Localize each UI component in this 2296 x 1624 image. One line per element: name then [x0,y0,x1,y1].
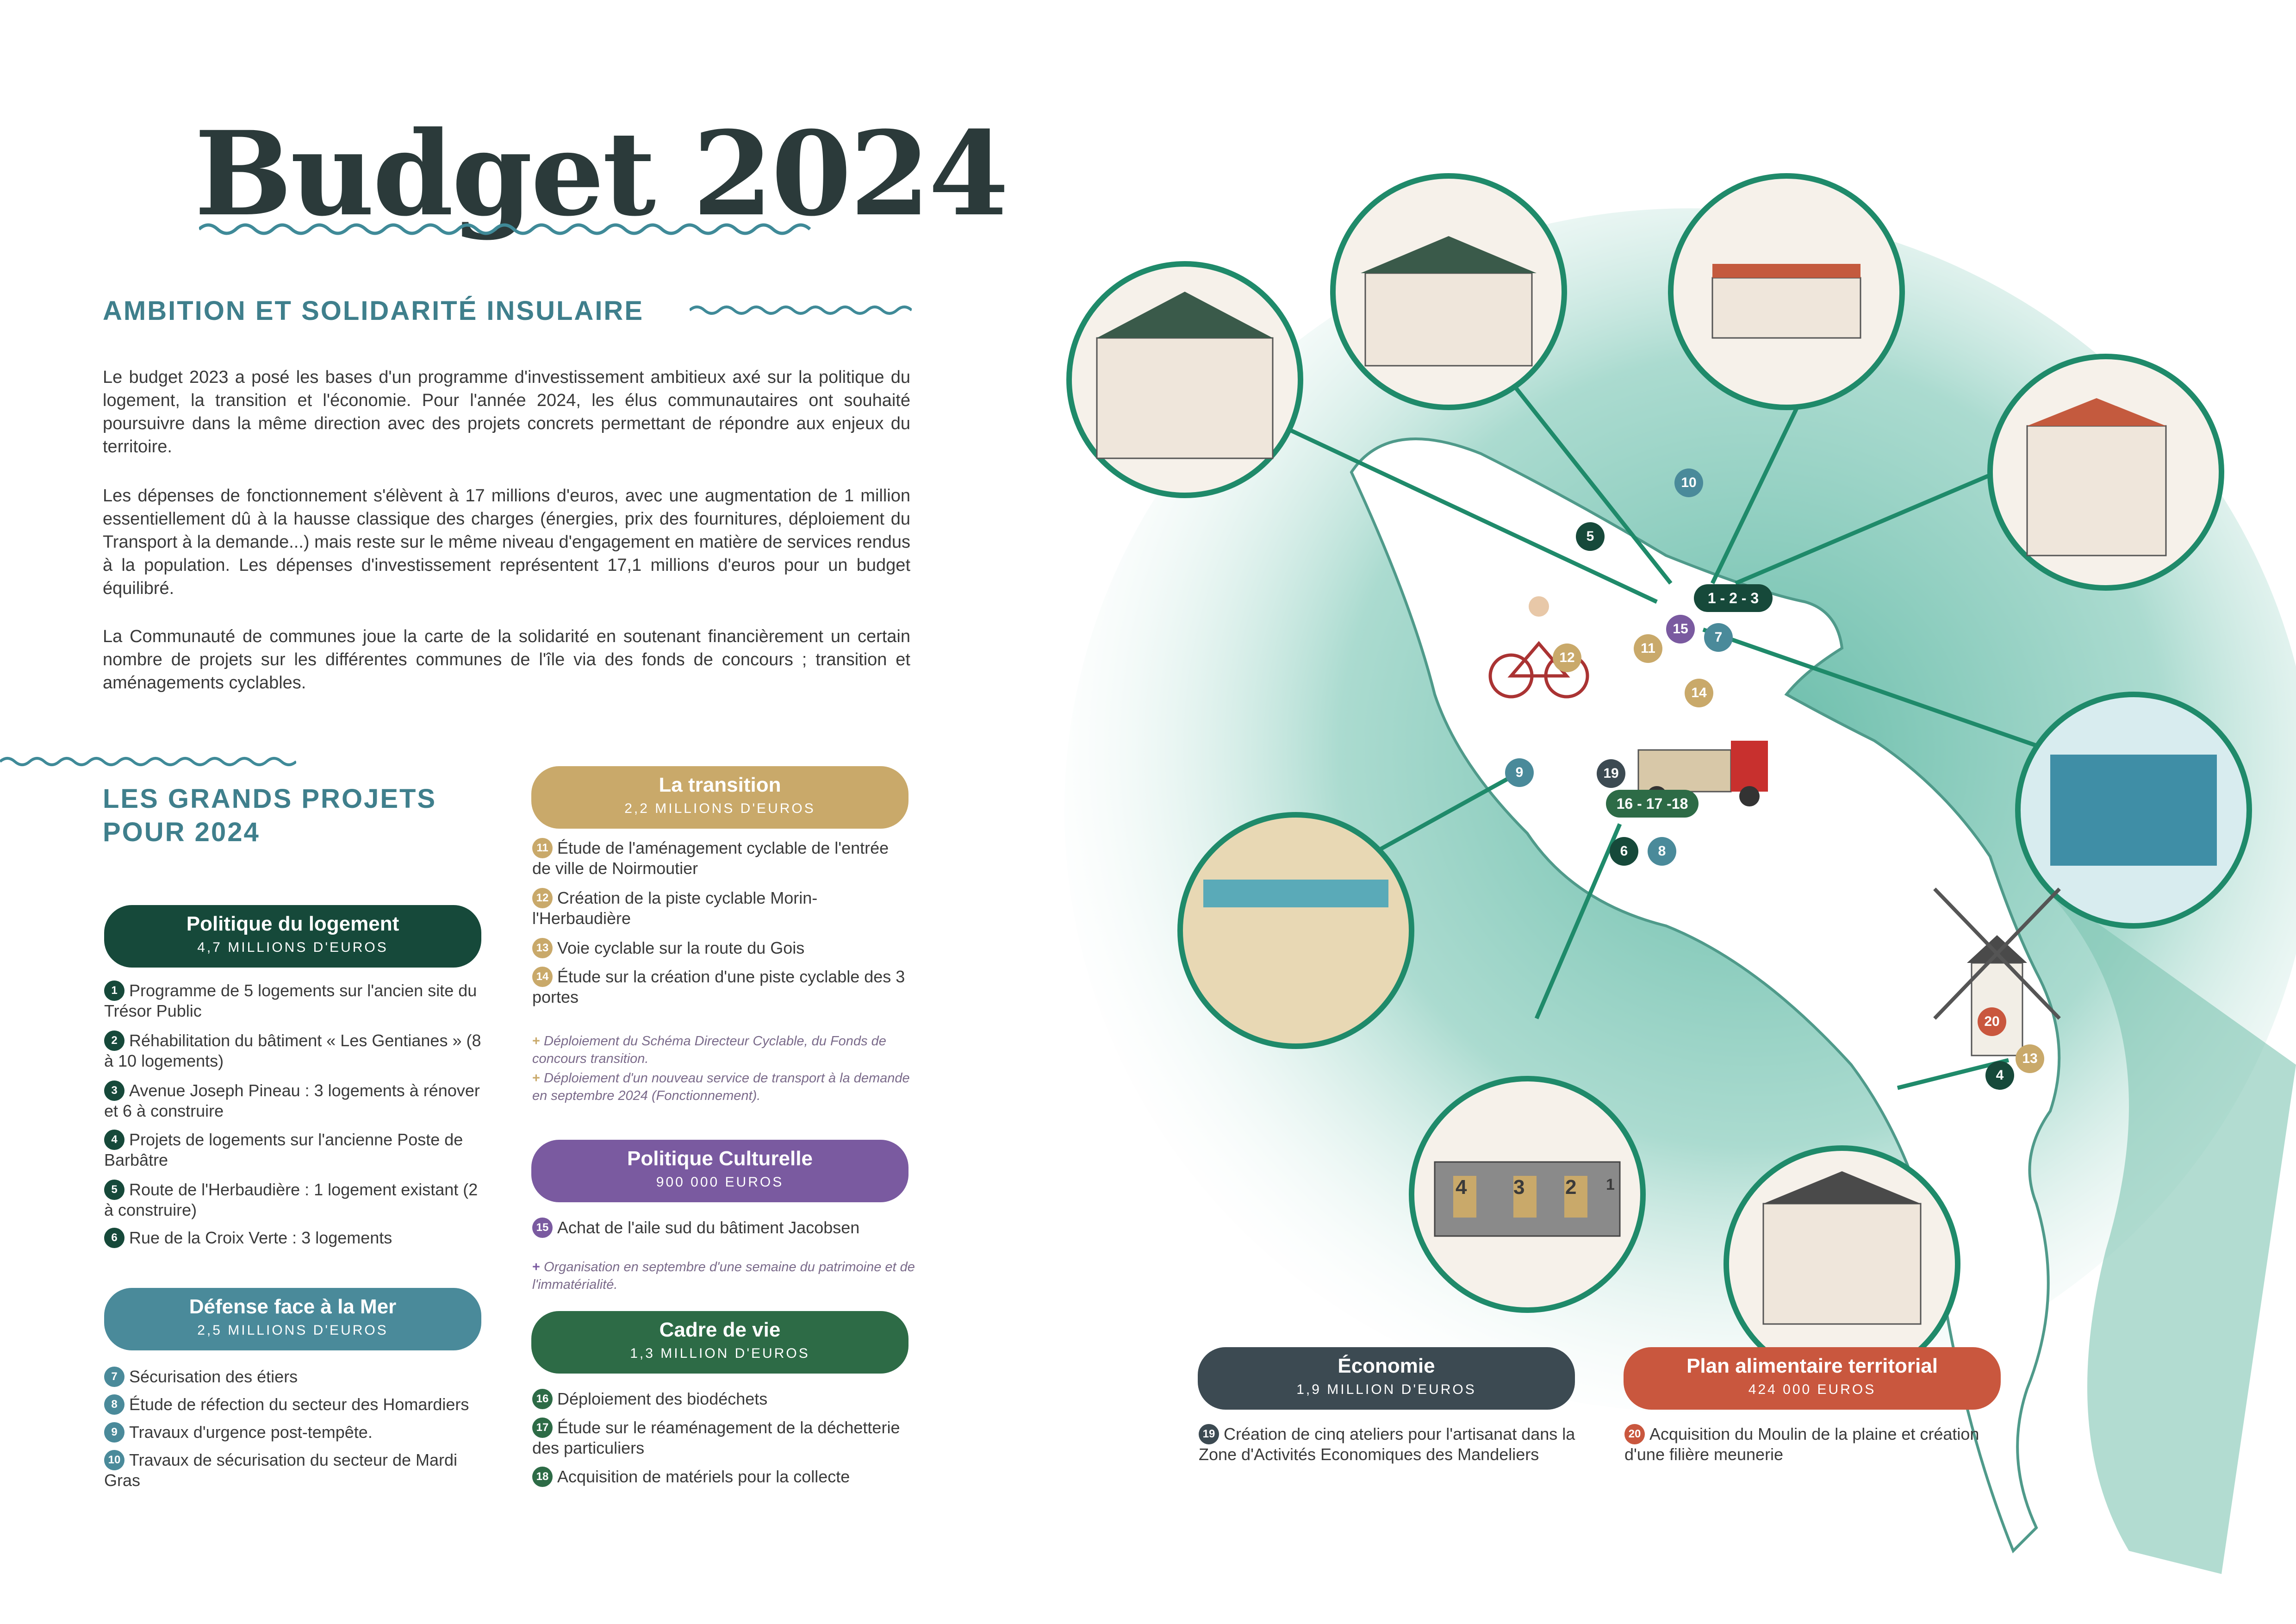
item-text: Création de cinq ateliers pour l'artisanat dans la Zone d'Activités Economiques des Mandeliers [1199,1424,1575,1464]
item-text: Acquisition du Moulin de la plaine et création d'une filière meunerie [1624,1424,1979,1464]
list-item [532,938,912,958]
number-badge: 15 [532,1218,553,1238]
category-amount: 2,5 MILLIONS D'EUROS [197,1323,388,1338]
transition-note-1: + Déploiement du Schéma Directeur Cyclable, du Fonds de concours transition. [532,1034,886,1066]
heading-wave-decoration [690,301,912,319]
item-text: Étude sur le réaménagement de la déchetterie des particuliers [532,1418,900,1457]
section-heading: AMBITION ET SOLIDARITÉ INSULAIRE [103,296,644,326]
map-marker-1-2-3[interactable]: 1 - 2 - 3 [1694,584,1773,612]
category-amount: 900 000 EUROS [656,1174,784,1190]
number-badge: 8 [104,1394,124,1415]
number-badge: 12 [532,888,553,908]
list-item [104,1031,484,1071]
title-wave-decoration [199,218,815,241]
number-badge: 10 [104,1450,124,1470]
map-marker-14[interactable]: 14 [1685,679,1713,707]
category-amount: 424 000 EUROS [1748,1382,1876,1397]
number-badge: 1 [104,981,124,1001]
item-text: Étude de réfection du secteur des Homardiers [129,1395,469,1414]
map-marker-6[interactable]: 6 [1610,837,1638,866]
category-culture [531,1140,908,1202]
number-badge: 7 [104,1367,124,1387]
item-text: Étude sur la création d'une piste cyclable des 3 portes [532,967,905,1006]
category-cadre [531,1311,908,1374]
number-badge: 19 [1199,1424,1219,1444]
list-item [104,1450,484,1491]
map-marker-19[interactable]: 19 [1597,759,1625,788]
list-item [104,1367,484,1387]
number-badge: 2 [104,1031,124,1051]
list-item [104,1422,484,1443]
number-badge: 20 [1624,1424,1645,1444]
item-text: Acquisition de matériels pour la collecte [557,1467,850,1486]
building-number: 4 [1456,1176,1467,1199]
list-item [104,1130,484,1170]
map-marker-13[interactable]: 13 [2016,1044,2044,1073]
category-amount: 1,9 MILLION D'EUROS [1296,1382,1476,1397]
item-text: Avenue Joseph Pineau : 3 logements à rénover et 6 à construire [104,1081,480,1120]
projects-heading: LES GRANDS PROJETS POUR 2024 [103,784,437,847]
number-badge: 6 [104,1228,124,1248]
projects-wave-decoration [0,752,296,771]
intro-paragraph-1: Le budget 2023 a posé les bases d'un programme d'investissement ambitieux axé sur la politique du logement, la transition et l'économie. Pour l'année 2024, les élus communautaires ont souhaité poursuivre dans la même direction avec des projets concrets permettant de répondre aux enjeux du territoire. [103,368,910,456]
map-marker-15[interactable]: 15 [1666,615,1695,643]
transition-note-2: + Déploiement d'un nouveau service de transport à la demande en septembre 2024 (Fonctionnement). [532,1071,910,1103]
item-text: Projets de logements sur l'ancienne Poste de Barbâtre [104,1130,463,1169]
number-badge: 18 [532,1467,553,1487]
item-text: Déploiement des biodéchets [557,1389,768,1408]
list-item [104,1081,484,1121]
list-item [532,888,912,929]
category-title: Plan alimentaire territorial [1686,1355,1938,1377]
item-text: Rue de la Croix Verte : 3 logements [129,1228,392,1247]
category-transition [531,766,908,829]
number-badge: 5 [104,1180,124,1200]
item-text: Sécurisation des étiers [129,1367,298,1386]
building-number: 2 [1565,1176,1577,1199]
map-marker-11[interactable]: 11 [1634,634,1662,663]
number-badge: 4 [104,1130,124,1150]
list-item [532,838,912,879]
list-item [1624,1424,1995,1465]
category-mer [104,1288,481,1350]
note-text: Déploiement d'un nouveau service de transport à la demande en septembre 2024 (Fonctionnement). [532,1071,910,1103]
number-badge: 14 [532,967,553,987]
item-text: Réhabilitation du bâtiment « Les Gentianes » (8 à 10 logements) [104,1031,481,1070]
building-number: 1 [1606,1176,1615,1193]
category-logement [104,905,481,968]
list-item [532,1218,912,1238]
item-text: Programme de 5 logements sur l'ancien site du Trésor Public [104,981,477,1020]
list-item [532,1418,912,1458]
item-text: Route de l'Herbaudière : 1 logement existant (2 à construire) [104,1180,478,1219]
culture-note: + Organisation en septembre d'une semaine du patrimoine et de l'immatérialité. [532,1260,915,1292]
map-marker-20[interactable]: 20 [1978,1007,2006,1036]
intro-paragraph-3: La Communauté de communes joue la carte de la solidarité en soutenant financièrement un certain nombre de projets sur les différentes communes de l'île via des fonds de concours ; transition et aménagements cyclables. [103,627,910,693]
item-text: Travaux d'urgence post-tempête. [129,1423,373,1442]
category-title: La transition [659,774,781,796]
category-title: Défense face à la Mer [189,1295,397,1318]
category-amount: 4,7 MILLIONS D'EUROS [197,940,388,955]
number-badge: 11 [532,838,553,858]
item-text: Étude de l'aménagement cyclable de l'entrée de ville de Noirmoutier [532,838,889,878]
item-text: Achat de l'aile sud du bâtiment Jacobsen [557,1218,860,1237]
category-economie [1198,1347,1575,1410]
map-marker-8[interactable]: 8 [1648,837,1676,866]
category-alimentaire [1624,1347,2001,1410]
map-marker-5[interactable]: 5 [1576,522,1605,551]
vignette-digue [1180,815,1412,1046]
item-text: Voie cyclable sur la route du Gois [557,938,805,957]
list-item [532,1389,912,1409]
map-marker-16-17-18[interactable]: 16 - 17 -18 [1606,790,1699,818]
number-badge: 13 [532,938,553,958]
page-title: Budget 2024 [194,106,1008,242]
map-marker-7[interactable]: 7 [1704,623,1733,652]
category-title: Cadre de vie [659,1318,781,1341]
note-text: Organisation en septembre d'une semaine du patrimoine et de l'immatérialité. [532,1260,915,1292]
category-title: Politique du logement [186,912,399,935]
list-item [532,1467,912,1487]
number-badge: 9 [104,1422,124,1443]
list-item [104,981,484,1021]
item-text: Création de la piste cyclable Morin-l'Herbaudière [532,888,818,928]
list-item [104,1394,484,1415]
intro-paragraph-2: Les dépenses de fonctionnement s'élèvent à 17 millions d'euros, avec une augmentation de 1 million essentiellement dû à la hausse classique des charges (énergies, prix des fournitures, déploiement du Transport à la demande...) mais reste sur le même niveau d'engagement en matière de services rendus à la population. Les dépenses d'investissement représentent 17,1 millions d'euros pour un budget équilibré. [103,486,910,598]
map-marker-10[interactable]: 10 [1674,468,1703,497]
category-amount: 2,2 MILLIONS D'EUROS [624,801,815,816]
map-marker-12[interactable]: 12 [1553,643,1581,672]
number-badge: 3 [104,1081,124,1101]
building-number: 3 [1513,1176,1525,1199]
map-marker-9[interactable]: 9 [1505,758,1534,787]
note-text: Déploiement du Schéma Directeur Cyclable, du Fonds de concours transition. [532,1034,886,1066]
list-item [104,1228,484,1248]
number-badge: 16 [532,1389,553,1409]
category-title: Politique Culturelle [627,1147,813,1170]
list-item [104,1180,484,1220]
list-item [532,967,912,1007]
item-text: Travaux de sécurisation du secteur de Mardi Gras [104,1450,458,1490]
category-title: Économie [1338,1355,1435,1377]
category-amount: 1,3 MILLION D'EUROS [630,1346,810,1361]
map-marker-4[interactable]: 4 [1985,1061,2014,1090]
number-badge: 17 [532,1418,553,1438]
list-item [1199,1424,1578,1465]
